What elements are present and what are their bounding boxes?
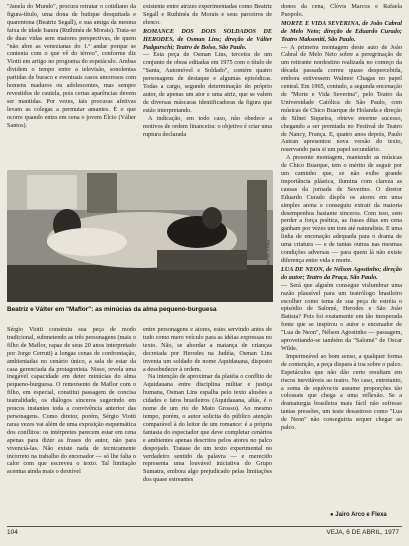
page-number: 104 — [7, 529, 18, 536]
paragraph: entre personagens e atores, estes servindo antes de tudo como mero veículo para as idéias expressas no texto. Não, se abordar a matança de crianças decretada por Herodes na Judéia, Osman Lins inventa um soldado de nome Aquidauana, disposto a desobedecer à ordem. — [143, 326, 272, 373]
photo-beatriz-valter — [7, 170, 273, 302]
issue-date: VEJA, 6 DE ABRIL, 1977 — [326, 529, 399, 536]
paragraph: Impermeável ao bom senso, a qualquer forma de contenção, a peça dispara à toa sobre o palco. Espetáculos que não dão certo resultam em riscos inevitáveis ao teatro. No caso, entretanto, a soma de equívocos assume proporções tão colossais que chega a uma reflexão. Se a dramaturgia brasileira mais fácil não sofresse tantas pressões, um teste desastroso como "Lua de Neon" não conseguiria sequer chegar ao palco. — [281, 352, 402, 432]
paragraph: "Janela do Mundo", procura retratar o cotidiano da figura-título, uma dona de butique desquitada e quarentona (Beatriz Segall), e sua amiga da mesma faixa de idade Isaura (Ruthinéa de Morais). Trata-se de duas vidas sem maiores perspectivas, de quem "não abre as venezianas do 1.º andar porque se contenta com o que vê do térreo", conforme diz Viotti em artigo no programa do espetáculo. Ambas dividem o tempo entre a televisão, sonolentas partidas de buraco e eventuais casos amorosos com homens maduros ou adolescentes, mas sempre revestidos de cautela, pois certas aparências devem ser mantidas. Por vezes, tais procuras afetivas levam as colegas a permutar amantes. É o que ocorre quando entra em cena o jovem Élcio (Válter Santos). — [7, 3, 136, 129]
paragraph: — Esta peça de Osman Lins, terceira de um conjunto de obras editadas em 1975 com o título de "Santa, Automóvel e Soldado", contém quatro personagens de destaque e algumas episódicas. Todas a cargo, segundo determinação do próprio autor, de apenas um ator e uma atriz, que se valem de diversas máscaras identificadoras da figura que estão interpretando. — [143, 51, 272, 114]
photo-credit: PAULO SALOMÃO — [266, 240, 270, 270]
paragraph: — A primeira montagem deste auto de João Cabral de Melo Neto sobre a peregrinação de um retirante nordestino realizada no começo da década passada correu quase despercebida, embora estivessem Walmor Chagas no papel central. Em 1965, contudo, a segunda encenação de "Morte e Vida Severina", pelo Teatro da Universidade Católica de São Paulo, com músicas de Chico Buarque de Holanda e direção de Silnei Siqueira, obteve enorme sucesso, chegando a ser premiada no Festival de Teatro de Nancy, França. E, quatro anos depois, Paulo Autran apresentou nova versão do texto, reservando para si um papel secundário. — [281, 43, 402, 154]
paragraph: — Será que alguém consegue vislumbrar uma razão plausível para um teatrólogo brasileiro escolher como tema de sua peça de estréia o episódio de Salomé, Herodes e São João Batista? Pois foi exatamente em tão inesperada fonte que se inspirou o autor e encenador de "Lua de Neon", Nélson Agostinho — passagem, aproveitando-se também da "Salomé" de Oscar Wilde. — [281, 281, 402, 352]
column-2-bottom — [143, 326, 272, 484]
review-heading: ROMANCE DOS DOIS SOLDADOS DE HERODES, de Osman Lins; direção de Válter Padgurschi; Teatro de Bolso, São Paulo. — [143, 27, 272, 51]
photo-caption: Beatriz e Válter em "Maflor": as minúcias da alma pequeno-burguesa — [7, 306, 217, 313]
column-1-top — [7, 3, 136, 130]
paragraph: A indicação, em todo caso, não obedece a motivos de ordem financeira: o objetivo é criar uma ruptura declarada — [143, 114, 272, 138]
review-heading: LUA DE NEON, de Nélson Agostinho; direção do autor; Teatro da Praça, São Paulo. — [281, 265, 402, 281]
paragraph: A presente montagem, mantendo as músicas de Chico Buarque, tem o mérito de seguir por um caminho que, se não exibe grande importância plástica, ilumina com clareza as causas da jornada de Severino. O diretor Eduardo Curado dispôs os atores em uma simples arena e conseguiu extrair da maioria desempenhos bastante sinceros. Com isso, sem perder a força poética, as frases ditas em cena ganham por vezes um tom até naturalista. E uma linha de encenação adequada para o drama de uma criatura — e de tantas outras nas mesmas condições adversas — para quem lá não existe diferença entre vida e morte. — [281, 154, 402, 264]
photo-illustration — [7, 170, 273, 302]
paragraph: Na intenção de aproximar da platéia o conflito de Aquidauana entre disciplina militar e justiça humana, Osman Lins espalha pelo texto alusões a cidades e fatos brasileiros (Aquidauana, aliás, é o nome de um rio de Mato Grosso). Ao mesmo tempo, porém, o autor solicita do público atenção comparável à do leitor de um romance: é a própria fantasia do espectador que deve completar cenários e ambientes apenas descritos pelos atores no palco despojado. Tratase de um texto experimental no verdadeiro sentido da palavra — e merecido representa uma louvável iniciativa do Grupo Sumatra, embora algo prejudicado pelas limitações dos quase estreantes — [143, 373, 272, 484]
column-2-top — [143, 3, 272, 138]
footer-divider — [7, 526, 402, 527]
paragraph: donos da cena, Clóvis Marcos e Rafaela Puopolo. — [281, 3, 402, 18]
review-heading: MORTE E VIDA SEVERINA, de João Cabral de Melo Neto; direção de Eduardo Curado; Teatro Maksoniti, São Paulo. — [281, 19, 402, 43]
paragraph: Sérgio Viotti construiu sua peça de modo tradicional, submetendo as três personagens (mais o filho de Maflor, rapaz de seus 20 anos interpretado por Jorge Cerruti) a longas cenas de confrontação, ambientadas no cenário único, a sala de estar da casa gerenciada da protagonista. Nisso, revela uma inegável capacidade em deter minúcias do alma pequeno-burguesa. O remorsento de Maflor com o filho, em especial, constitui passagem de concisa teatralidade, os diálogos sinceros sugerindo em poucos instantes toda a convivência anterior das personagens. Como diretor, porém, Sérgio Viotti raras vezes vai além de uma exposição esquemática dos conflitos: os intérpretes parecem estar em cena apenas para dizer as frases do autor, não para vivenciá-las. Não existe nada de tecnicamente incorreto na trabalho do encenador — só lhe falta o calor com que escreveu o texto. Tal limitação acentua ainda mais o desnível — [7, 326, 136, 476]
paragraph: existente entre atrizes experimentadas como Beatriz Segall e Ruthinéa de Morais e seus parceiros de elenco. — [143, 3, 272, 26]
column-3 — [281, 3, 402, 432]
column-1-bottom — [7, 326, 136, 476]
author-byline: ● Jairo Arco e Flexa — [330, 512, 387, 518]
